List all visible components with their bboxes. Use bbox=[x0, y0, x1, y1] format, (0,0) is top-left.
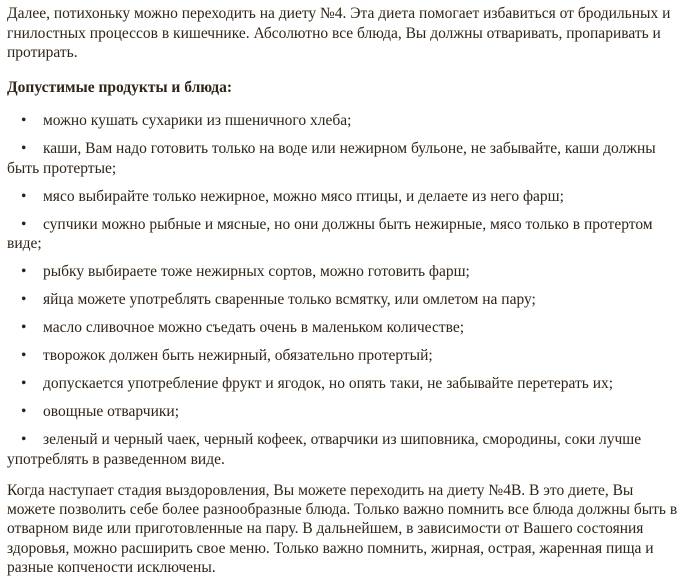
list-item-text: масло сливочное можно съедать очень в маленьком количестве; bbox=[43, 319, 465, 336]
list-item-text: можно кушать сухарики из пшеничного хлеба; bbox=[43, 112, 352, 129]
bullet-icon: • bbox=[21, 140, 27, 157]
bullet-icon: • bbox=[21, 347, 27, 364]
list-item bbox=[7, 262, 680, 282]
bullet-icon: • bbox=[21, 403, 27, 420]
allowed-foods-list bbox=[7, 111, 680, 469]
list-item-text: мясо выбирайте только нежирное, можно мясо птицы, и делаете из него фарш; bbox=[43, 187, 564, 205]
outro-paragraph: Когда наступает стадия выздоровления, Вы можете переходить на диету №4В. В это диете, Вы можете позволить себе более разнообразные блюда. Только важно помнить все блюда должны быть в отварном виде или приготовленные на пару. В дальнейшем, в зависимости от Вашего состояния здоровья, можно расширить свое меню. Только важно помнить, жирная, острая, жаренная пища и разные копчености исключены. bbox=[7, 482, 678, 576]
intro-paragraph: Далее, потихоньку можно переходить на диету №4. Эта диета помогает избавиться от бродильных и гнилостных процессов в кишечнике. Абсолютно все блюда, Вы должны отваривать, пропаривать и протирать. bbox=[7, 5, 671, 61]
list-item-text: допускается употребление фрукт и ягодок, но опять таки, не забывайте перетерать их; bbox=[43, 375, 614, 392]
list-item bbox=[7, 374, 680, 394]
list-item-text: творожок должен быть нежирный, обязательно протертый; bbox=[43, 347, 433, 364]
list-item bbox=[7, 187, 680, 207]
list-item bbox=[7, 139, 680, 178]
list-item bbox=[7, 318, 680, 338]
list-item bbox=[7, 111, 680, 131]
list-item bbox=[7, 290, 680, 310]
list-item-text: зеленый и черный чаек, черный кофеек, отварчики из шиповника, смородины, соки лучше употреблять в разведенном виде. bbox=[7, 431, 642, 468]
bullet-icon: • bbox=[21, 112, 27, 129]
list-item bbox=[7, 346, 680, 366]
bullet-icon: • bbox=[21, 263, 27, 280]
list-item-text: овощные отварчики; bbox=[43, 403, 180, 420]
bullet-icon: • bbox=[21, 319, 27, 336]
bullet-icon: • bbox=[21, 291, 27, 308]
bullet-icon: • bbox=[21, 187, 27, 205]
list-item bbox=[7, 430, 680, 469]
bullet-icon: • bbox=[21, 375, 27, 392]
list-item bbox=[7, 402, 680, 422]
list-item-text: каши, Вам надо готовить только на воде или нежирном бульоне, не забывайте, каши должны быть протертые; bbox=[7, 140, 656, 177]
list-item-text: яйца можете употреблять сваренные только всмятку, или омлетом на пару; bbox=[43, 291, 536, 308]
section-heading: Допустимые продукты и блюда: bbox=[7, 78, 232, 96]
list-item bbox=[7, 215, 680, 254]
bullet-icon: • bbox=[21, 215, 27, 233]
list-item-text: супчики можно рыбные и мясные, но они должны быть нежирные, мясо только в протертом виде; bbox=[7, 215, 653, 252]
bullet-icon: • bbox=[21, 431, 27, 448]
list-item-text: рыбку выбираете тоже нежирных сортов, можно готовить фарш; bbox=[43, 263, 470, 280]
